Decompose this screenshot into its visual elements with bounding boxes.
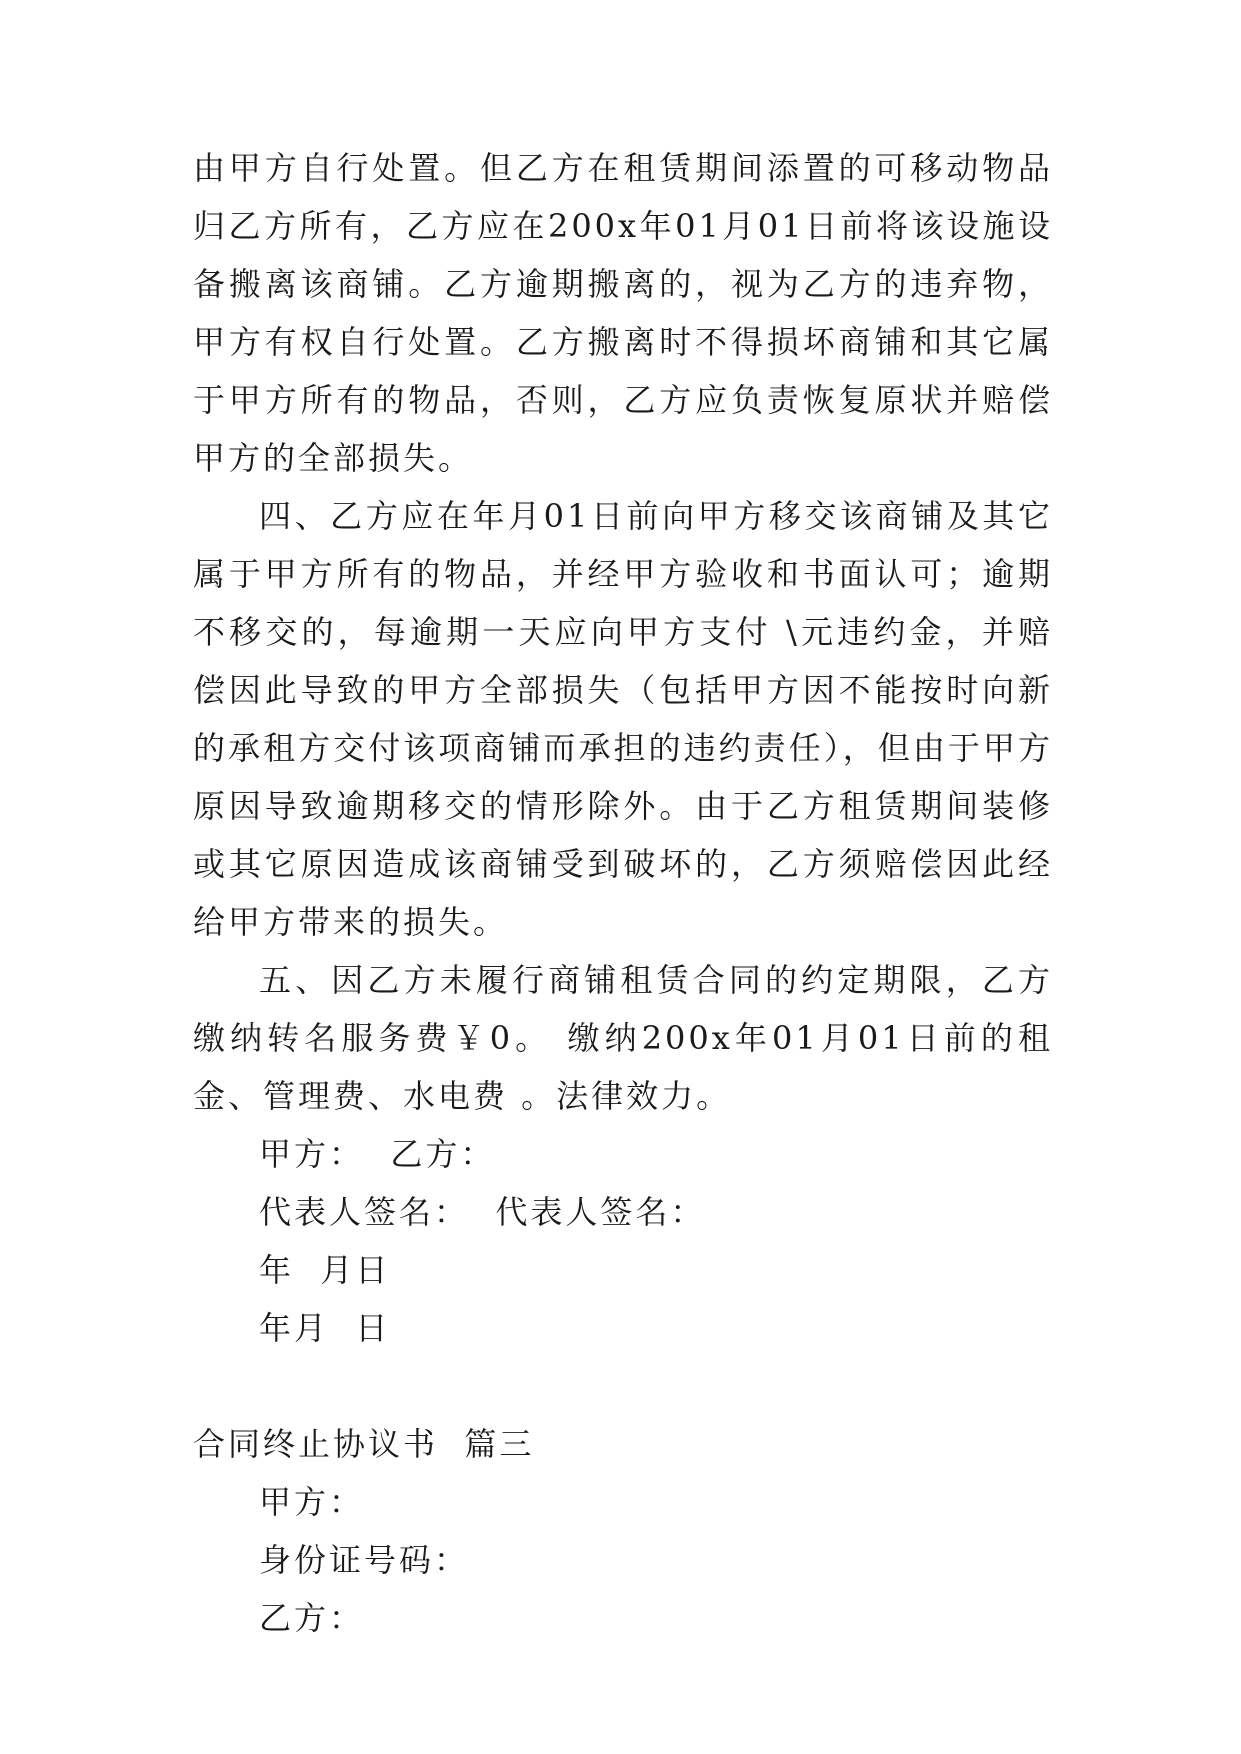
section-title: 合同终止协议书 篇三 [193, 1425, 535, 1463]
signature-parties-line: 甲方： 乙方： [259, 1135, 496, 1173]
party-a-field: 甲方： [259, 1483, 365, 1521]
paragraph-clause-four: 四、乙方应在年月01日前向甲方移交该商铺及其它属于甲方所有的物品，并经甲方验收和书面认可；逾期不移交的，每逾期一天应向甲方支付 \元违约金，并赔偿因此导致的甲方全部损失（包括甲方因不能按时向新的承租方交付该项商铺而承担的违约责任），但由于甲方原因导致逾期移交的情形除外。由于乙方租赁期间装修或其它原因造成该商铺受到破坏的，乙方须赔偿因此经给甲方带来的损失。 [193, 497, 1053, 941]
signature-representatives-line: 代表人签名： 代表人签名： [259, 1193, 706, 1231]
section-spacer [193, 1357, 1053, 1415]
paragraph-continuation: 由甲方自行处置。但乙方在租赁期间添置的可移动物品归乙方所有，乙方应在200x年01月01日前将该设施设备搬离该商铺。乙方逾期搬离的，视为乙方的违弃物，甲方有权自行处置。乙方搬离时不得损坏商铺和其它属于甲方所有的物品，否则，乙方应负责恢复原状并赔偿甲方的全部损失。 [193, 149, 1053, 477]
party-b-field: 乙方： [259, 1599, 365, 1637]
signature-date-line: 年 月日 [259, 1251, 391, 1289]
paragraph-clause-five: 五、因乙方未履行商铺租赁合同的约定期限，乙方缴纳转名服务费￥0。 缴纳200x年01月01日前的租金、管理费、水电费 。法律效力。 [193, 961, 1053, 1115]
document-body [193, 139, 1053, 1647]
signature-date-line: 年月 日 [259, 1309, 391, 1347]
id-number-field: 身份证号码： [259, 1541, 470, 1579]
